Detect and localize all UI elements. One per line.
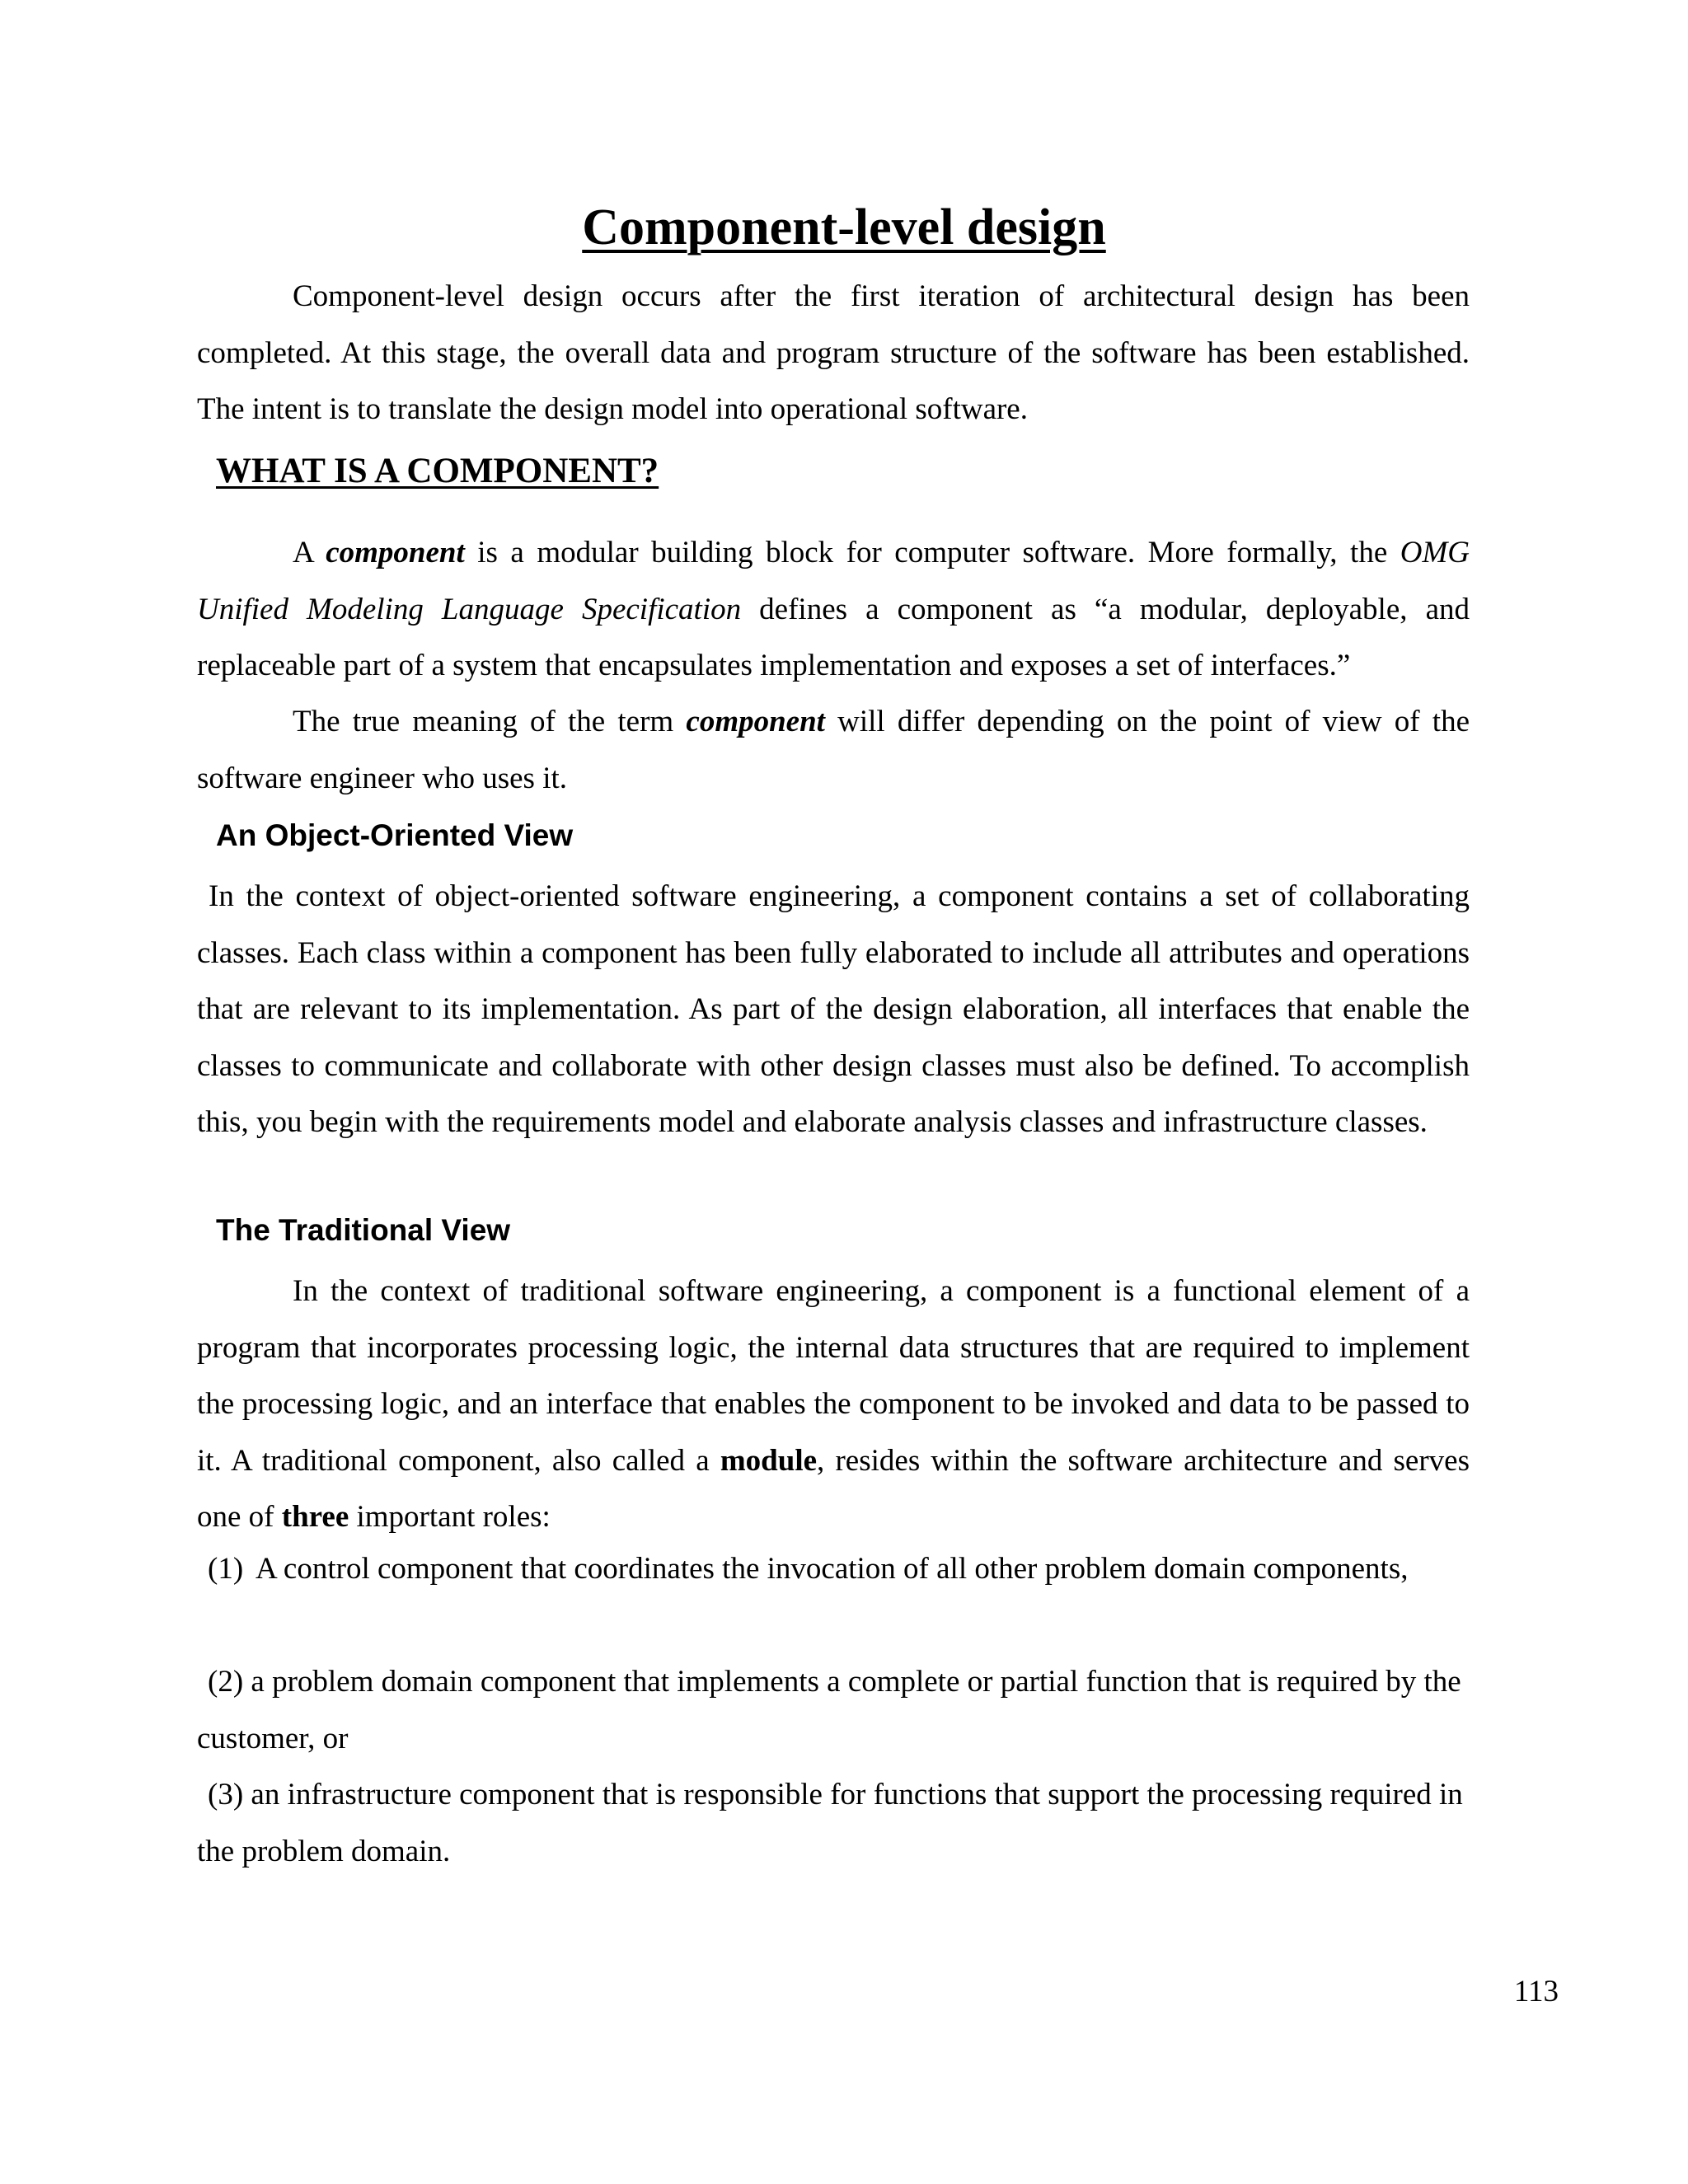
list-item-text: a problem domain component that implements a complete or partial function that is required by the customer, or: [197, 1665, 1461, 1755]
list-item-text: an infrastructure component that is responsible for functions that support the processing required in the problem domain.: [197, 1778, 1463, 1868]
component-definition-paragraph: [197, 525, 1470, 695]
section-heading-what-is-component: WHAT IS A COMPONENT?: [216, 452, 659, 490]
text-segment: important roles:: [349, 1500, 551, 1534]
text-segment: is a modular building block for computer software. More formally, the: [464, 536, 1400, 569]
text-segment: will differ depending on the point of view of the software engineer who uses it.: [197, 705, 1470, 795]
text-segment: A: [293, 536, 326, 569]
traditional-view-paragraph: [197, 1263, 1470, 1546]
component-term: component: [686, 705, 825, 738]
list-item: [197, 1767, 1470, 1880]
list-item: [208, 1541, 1469, 1598]
component-term: component: [326, 536, 465, 569]
list-number: (1): [208, 1552, 244, 1586]
object-oriented-paragraph: In the context of object-oriented software engineering, a component contains a set of collaborating classes. Each class within a component has been fully elaborated to include all attributes and operations that are relevant to its implementation. As part of the design elaboration, all interfaces that enable the classes to communicate and collaborate with other design classes must also be defined. To accomplish this, you begin with the requirements model and elaborate analysis classes and infrastructure classes.: [197, 879, 1470, 1139]
text-segment: defines a component as “a modular, deployable, and replaceable part of a system that encapsulates implementation and exposes a set of interfaces.”: [197, 592, 1470, 682]
text-segment: In the context of traditional software engineering, a component is a functional element of a program that incorporates processing logic, the internal data structures that are required to implement the processing logic, and an interface that enables the component to be invoked and data to be passed to it. A traditional component, also called a: [197, 1274, 1470, 1478]
page-number: 113: [1513, 1975, 1559, 2008]
omg-spec-title: OMG Unified Modeling Language Specification: [197, 536, 1470, 626]
list-item-text: A control component that coordinates the invocation of all other problem domain components,: [256, 1552, 1409, 1586]
subheading-object-oriented-view: An Object-Oriented View: [216, 818, 574, 852]
text-segment: , resides within the software architecture and serves one of: [197, 1443, 1470, 1534]
intro-paragraph: Component-level design occurs after the first iteration of architectural design has been completed. At this stage, the overall data and program structure of the software has been established. The intent is to translate the design model into operational software.: [197, 279, 1470, 426]
three-term: three: [281, 1500, 349, 1534]
list-number: (3): [208, 1778, 244, 1811]
list-item: [197, 1654, 1470, 1767]
page-title: Component-level design: [582, 199, 1106, 255]
list-number: (2): [208, 1665, 244, 1699]
meaning-paragraph: [197, 694, 1470, 807]
module-term: module: [720, 1443, 818, 1478]
subheading-traditional-view: The Traditional View: [216, 1213, 511, 1247]
text-segment: The true meaning of the term: [293, 705, 687, 738]
